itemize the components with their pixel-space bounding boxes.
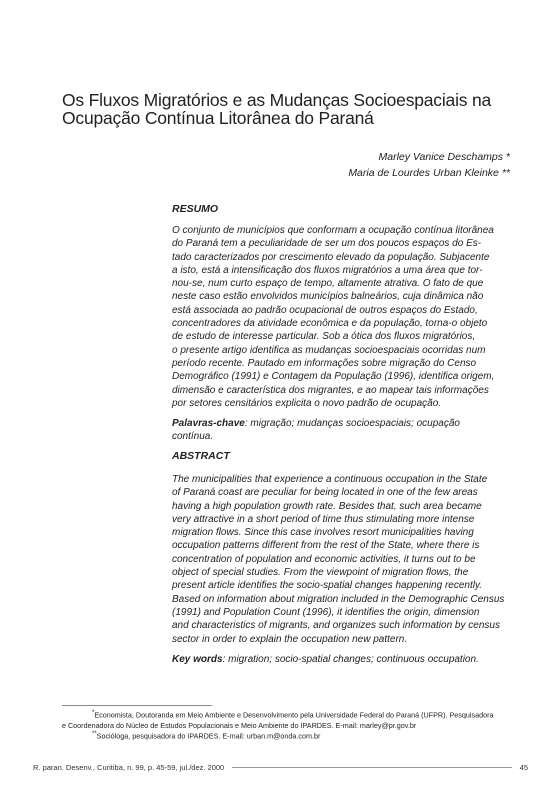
page-number: 45 — [519, 763, 528, 772]
keywords-label: Palavras-chave — [172, 418, 245, 430]
text-line: o presente artigo identifica as mudanças socioespaciais ocorridas num — [172, 344, 486, 356]
text-line: por setores censitários explicita o novo padrão de ocupação. — [172, 397, 442, 409]
text-line: object of special studies. From the viewpoint of migration flows, the — [172, 567, 469, 579]
text-line: concentradores da atividade econômica e da população, torna-o objeto — [172, 318, 488, 330]
text-line: Based on information about migration included in the Demographic Census — [172, 593, 505, 605]
text-line: (1991) and Population Count (1996), it identifies the origin, dimension — [172, 606, 480, 618]
text-line: occupation patterns different from the rest of the State, where there is — [172, 540, 480, 552]
text-line: sector in order to explain the occupation new pattern. — [172, 633, 408, 645]
text-line: do Paraná tem a peculiaridade de ser um dos poucos espaços do Es- — [172, 238, 482, 250]
text-line: of Paraná coast are peculiar for being located in one of the few areas — [172, 487, 478, 499]
keywords-text: : migração; mudanças socioespaciais; ocupação — [244, 418, 460, 430]
resumo-keywords — [172, 417, 500, 444]
footnote-line: e Coordenadora do Núcleo de Estudos Populacionais e Meio Ambiente do IPARDES. E-mail: marley@pr.gov.br — [62, 720, 417, 730]
text-line: neste caso estão envolvidos municípios balneários, cuja dinâmica não — [172, 291, 484, 303]
resumo-heading: RESUMO — [172, 203, 219, 215]
text-line: having a high population growth rate. Besides that, such area became — [172, 500, 482, 512]
article-title — [62, 91, 532, 127]
footnote-line — [62, 729, 512, 742]
footer-rule — [232, 767, 511, 768]
text-line: nou-se, num curto espaço de tempo, altamente atrativa. O fato de que — [172, 278, 484, 290]
text-line: de estudo de interesse particular. Sob a ótica dos fluxos migratórios, — [172, 331, 476, 343]
text-line: período recente. Pautado em informações sobre migração do Censo — [172, 357, 477, 369]
author-name: Maria de Lourdes Urban Kleinke ** — [348, 167, 510, 179]
keywords-label: Key words — [172, 653, 223, 665]
footnote-divider — [62, 705, 212, 706]
journal-citation: R. paran. Desenv., Curitiba, n. 99, p. 45-59, jul./dez. 2000 — [33, 763, 225, 772]
text-line: O conjunto de municípios que conformam a ocupação contínua litorânea — [172, 225, 494, 236]
text-line: a isto, está a intensificação dos fluxos migratórios a uma área que tor- — [172, 264, 483, 276]
footnote-text: Socióloga, pesquisadora do IPARDES. E-mail: urban.m@onda.com.br — [96, 731, 321, 741]
keywords-text: : migration; socio-spatial changes; continuous occupation. — [222, 653, 479, 665]
text-line: The municipalities that experience a continuous occupation in the State — [172, 474, 488, 485]
page-footer — [33, 763, 528, 772]
author-name: Marley Vanice Deschamps * — [378, 151, 510, 163]
footnote-mark: * — [92, 710, 95, 716]
text-line: tado caracterizados por crescimento elevado da população. Subjacente — [172, 251, 490, 263]
abstract-keywords — [172, 653, 500, 666]
text-line: migration flows. Since this case involves resort municipalities having — [172, 527, 474, 539]
abstract-heading: ABSTRACT — [172, 450, 230, 462]
footnote-1 — [62, 708, 512, 731]
text-line: and characteristics of migrants, and organizes such information by census — [172, 620, 500, 632]
abstract-text — [172, 473, 505, 646]
text-line: Demográfico (1991) e Contagem da População (1996), identifica origem, — [172, 371, 495, 383]
text-line: present article identifies the socio-spatial changes happening recently. — [172, 580, 482, 592]
resumo-section — [172, 203, 500, 444]
title-line: Os Fluxos Migratórios e as Mudanças Socioespaciais na — [62, 90, 492, 110]
footnote-text: Economista, Doutoranda em Meio Ambiente e Desenvolvimento pela Universidade Federal do Paraná (UFPR). Pesquisadora — [94, 710, 494, 720]
resumo-text — [172, 224, 500, 410]
footnote-line — [62, 708, 512, 721]
author-list — [348, 149, 510, 181]
text-line: very attractive in a short period of time thus stimulating more intense — [172, 513, 475, 525]
footnote-2 — [62, 729, 512, 742]
text-line: concentration of population and economic activities, it turns out to be — [172, 553, 476, 565]
title-line: Ocupação Contínua Litorânea do Paraná — [62, 108, 374, 128]
text-line: dimensão e característica dos migrantes, e ao mapear tais informações — [172, 384, 489, 396]
footnote-mark: ** — [92, 731, 97, 737]
keywords-text: contínua. — [172, 431, 214, 443]
abstract-section — [172, 450, 505, 666]
text-line: está associada ao padrão ocupacional de outros espaços do Estado, — [172, 304, 478, 316]
